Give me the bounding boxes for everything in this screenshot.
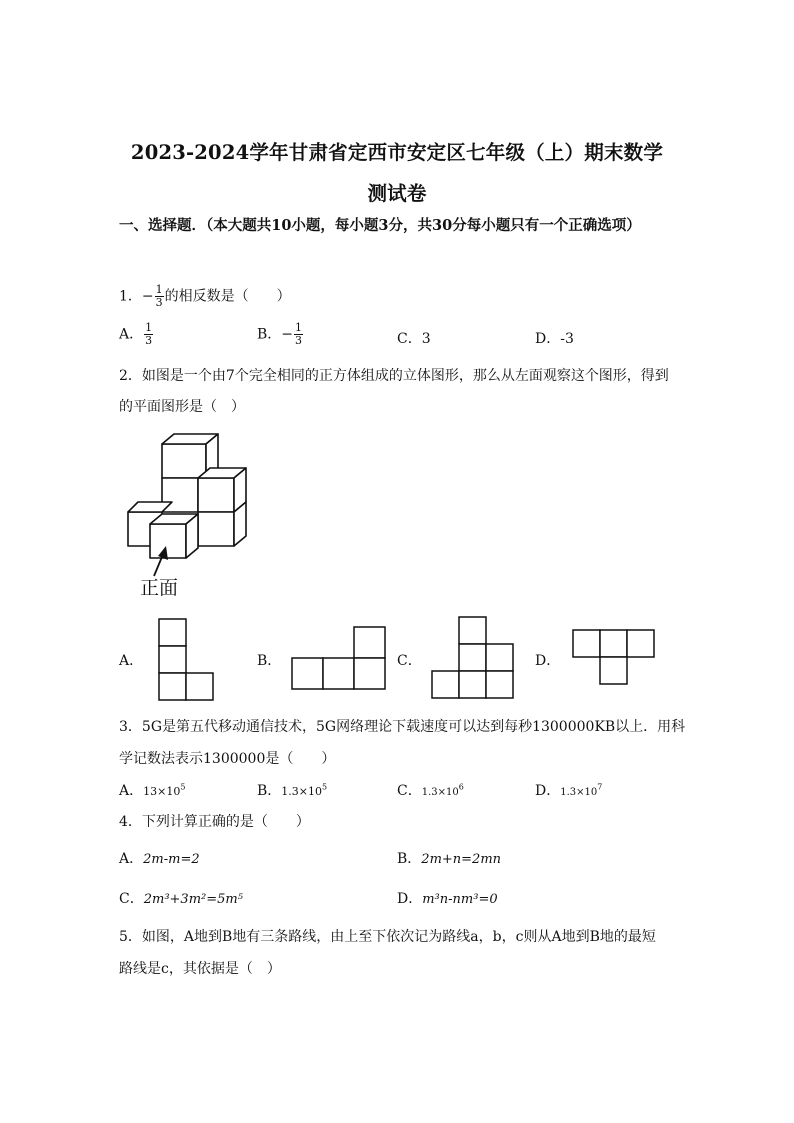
question-3-line-2: 学记数法表示1300000是（ ） [119,751,336,767]
q4-option-b[interactable] [397,848,501,868]
section-heading: 一、选择题．（本大题共10小题，每小题3分，共30分每小题只有一个正确选项） [119,217,641,234]
option-text: 13×10 [143,785,181,798]
numerator: 1 [295,321,303,334]
exponent: 6 [458,782,464,792]
q2-option-b-figure [291,626,389,690]
option-label: B． [257,326,282,343]
option-text: 2m-m=2 [143,852,200,867]
option-label: C． [119,891,144,907]
fraction [155,284,164,309]
option-label: D． [397,891,423,907]
q3-option-a[interactable] [119,780,185,800]
question-4: 4．下列计算正确的是（ ） [119,814,310,830]
option-text: 1.3×10 [560,787,598,798]
question-5-line-1: 5．如图，A地到B地有三条路线，由上至下依次记为路线a，b，c则从A地到B地的最短 [119,929,656,945]
fraction [294,322,303,347]
q1-option-c[interactable]: C．3 [397,331,431,347]
q4-option-a[interactable] [119,848,200,868]
question-5-line-2: 路线是c，其依据是（ ） [119,961,281,977]
question-1 [119,284,291,309]
page-title: 2023-2024学年甘肃省定西市安定区七年级（上）期末数学 [130,141,664,164]
q1-option-d[interactable]: D．-3 [535,331,574,347]
q3-option-b[interactable] [257,780,327,800]
q1-option-b[interactable] [257,322,304,347]
question-2-line-1: 2．如图是一个由7个完全相同的正方体组成的立体图形，那么从左面观察这个图形，得到 [119,368,669,384]
option-text: 1.3×10 [421,787,459,798]
front-label: 正面 [140,577,179,599]
q3-option-d[interactable] [535,780,602,800]
denominator: 3 [145,334,153,347]
question-stem: 的相反数是（ ） [164,288,291,305]
q2-option-d-label[interactable]: D． [535,653,561,669]
option-text: 1.3×10 [281,785,323,798]
q3-option-c[interactable] [397,780,464,800]
option-text: 2m³+3m²=5m⁵ [143,892,243,907]
option-label: B． [257,783,282,799]
q2-option-a-figure [158,618,216,702]
option-label: A． [119,326,144,343]
option-label: A． [119,783,144,799]
exponent: 5 [180,782,186,792]
q2-option-a-label[interactable]: A． [119,653,144,669]
denominator: 3 [155,296,163,309]
minus-sign: − [141,288,154,305]
q2-option-c-figure [431,616,517,700]
q2-option-b-label[interactable]: B． [257,653,282,669]
exponent: 7 [597,782,603,792]
fraction [144,322,153,347]
denominator: 3 [295,334,303,347]
q1-option-a[interactable] [119,322,154,347]
numerator: 1 [155,283,163,296]
option-label: D． [535,783,561,799]
numerator: 1 [145,321,153,334]
question-number: 1． [119,288,142,305]
minus-sign: − [281,326,294,343]
option-label: C． [397,783,422,799]
q2-option-c-label[interactable]: C． [397,653,422,669]
option-text: m³n-nm³=0 [422,892,498,907]
exponent: 5 [322,782,328,792]
question-2-line-2: 的平面图形是（ ） [119,399,245,415]
q4-option-d[interactable] [397,888,498,908]
page-title-continued: 测试卷 [367,182,427,205]
option-label: B． [397,851,422,867]
question-3-line-1: 3．5G是第五代移动通信技术，5G网络理论下载速度可以达到每秒1300000KB以上．用科 [119,719,686,735]
q4-option-c[interactable] [119,888,243,908]
option-label: A． [119,851,144,867]
q2-option-d-figure [572,629,658,687]
option-text: 2m+n=2mn [421,852,502,867]
